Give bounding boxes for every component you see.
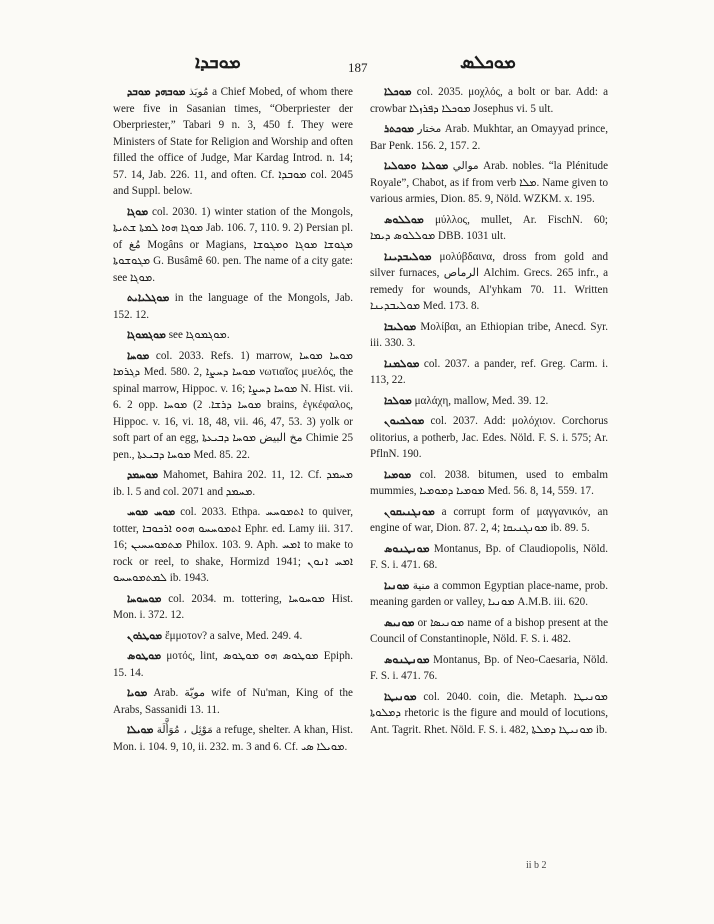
dictionary-entry: [370, 504, 608, 537]
entry-definition: col. 2033. Refs. 1) marrow, ܡܘܚܐ ܡܘܚܐ ܕܓܪܡܐ Med. 580. 2, ܡܘܚܐ ܕܚܨܐ νωτιαῖος μυελός, the spinal marrow, Hippoc. v. 16; ܡܘܚܐ ܕܚܨܐ N. Hist. vii. 6. 2 opp. ܡܘܚܐ ܕܪܫܐ. 2) ܡܘܚܐ brains, ἐγκέφαλος, Hippoc. v. 16, vi. 18, 48, vii. 46, 47, 53. 3) yolk or soft part of an egg, مخ البيض ܡܘܚܐ ܕܒܝܥܬܐ Chimie 25 pen., ܡܘܚܐ ܕܒܝܥܬܐ Med. 85. 22.: [113, 349, 354, 461]
entry-definition: col. 2037. a pander, ref. Greg. Carm. i. 113, 22.: [370, 357, 608, 386]
page-number: 187: [348, 60, 368, 75]
entry-arabic-form: مُوبَذ: [189, 86, 209, 98]
dictionary-entry: [113, 648, 353, 681]
entry-headword: ܡܘܠܝܒܕܝܢܐ: [384, 250, 432, 263]
dictionary-entry: [113, 290, 353, 323]
entry-definition: see ܡܘܓܡܘܓܐ.: [168, 329, 230, 341]
dictionary-entry: [370, 615, 608, 648]
dictionary-entry: [370, 578, 608, 611]
entry-headword: ܡܘܛܘܣ: [127, 650, 162, 662]
entry-headword: ܡܘܚܘܚܐ: [127, 592, 162, 605]
right-running-head: ܡܘܟܠܣ: [460, 52, 516, 73]
entry-definition: col. 2034. m. tottering, ܡܘܚܘܚܐ Hist. Mon. i. 372. 12.: [113, 592, 353, 621]
dictionary-entry: [370, 249, 608, 315]
entry-headword: ܡܘܢܛܢܘܣ: [384, 542, 430, 555]
page-header: [0, 0, 714, 90]
entry-definition: col. 2037. Add: μολόχιον. Corchorus olitorius, a potherb, Jac. Edes. Nöld. F. S. i. 575; Ar. PflnN. 190.: [370, 415, 608, 460]
dictionary-entry: [370, 84, 608, 117]
dictionary-entry: [370, 689, 608, 739]
dictionary-entry: [370, 393, 608, 410]
dictionary-entry: [370, 319, 608, 352]
entry-definition: Arab. Mukhtar, an Omayyad prince, Bar Penk. 156. 2, 157. 2.: [370, 123, 608, 152]
dictionary-entry: [113, 84, 353, 200]
entry-definition: col. 2040. coin, die. Metaph. ܡܘܢܝܛܐ ܕܡܠܘܬܐ rhetoric is the figure and mould of locutions, Ant. Tagrit. Rhet. Nöld. F. S. i. 482, ܡܘܢܝܛܐ ܕܡܠܬܐ ib.: [370, 690, 608, 736]
entry-definition: μολύβδαινα, dross from gold and silver furnaces, الرماص Alchim. Grecs. 265 infr., a remedy for wounds, Al'yhkam 70. 11. Written ܡܘܠܝܒܕܝܢܐ Med. 173. 8.: [370, 250, 608, 312]
dictionary-entry: [370, 541, 608, 574]
entry-definition: ἔμμοτον? a salve, Med. 249. 4.: [164, 629, 303, 642]
dictionary-entry: [113, 467, 353, 500]
entry-headword: ܡܘܠܝܐ ܘܡܘܠܝܐ: [384, 160, 449, 172]
entry-definition: μύλλος, mullet, Ar. FischN. 60; ܡܘܠܠܘܣ ܕܝܡܐ DBB. 1031 ult.: [370, 213, 608, 242]
dictionary-entry: [113, 204, 353, 287]
dictionary-entry: [370, 652, 608, 685]
dictionary-entry: [370, 413, 608, 463]
entry-definition: or ܡܘܢܝܣܐ name of a bishop present at the Council of Constantinople, Nöld. F. S. i. 482.: [370, 616, 608, 645]
entry-arabic-form: مَوْئِل ، مُوَأَّلَة: [156, 724, 213, 736]
entry-headword: ܡܘܡܝܐ: [384, 468, 412, 481]
entry-definition: a common Egyptian place-name, prob. meaning garden or valley, ܡܘܢܝܐ A.M.B. iii. 620.: [370, 579, 608, 608]
dictionary-entry: [370, 121, 608, 154]
entry-headword: ܡܘܢܝܛܐ: [384, 690, 417, 703]
entry-headword: ܡܘܠܝܒܐ: [384, 320, 417, 333]
dictionary-entry: [113, 591, 353, 624]
printer-signature: ii b 2: [526, 860, 547, 871]
entry-headword: ܡܘܠܟܝܘܢ: [384, 415, 425, 427]
entry-headword: ܡܘܟܠܐ: [384, 86, 412, 98]
entry-headword: ܡܘܢܓܢܝܩܘܢ: [384, 505, 435, 518]
entry-headword: ܡܘܚ ܡܘܚ: [127, 506, 176, 518]
dictionary-entry: [370, 212, 608, 245]
entry-definition: in the language of the Mongols, Jab. 152. 12.: [113, 292, 353, 321]
entry-definition: a Chief Mobed, of whom there were five in Sasanian times, “Oberpriester der Oberpriester,” Tabari 9 n. 3, 450 f. They were Ministers of State for Religion and Worship and often filled the office of Judge, Mar Kardag Introd. n. 14; 57. 14, Jab. 226. 11, and often. Cf. ܡܘܒܕܐ col. 2045 and Suppl. below.: [113, 86, 354, 197]
entry-definition: μοτός, lint, ܡܘܛܘܣ ܗܘ ܡܘܛܘܣ Epiph. 15. 14.: [113, 650, 353, 679]
entry-headword: ܡܘܚܡܕ: [127, 469, 159, 481]
entry-definition: μαλάχη, mallow, Med. 39. 12.: [414, 394, 549, 407]
dictionary-entry: [113, 327, 353, 344]
left-running-head: ܡܘܒܕܐ: [195, 52, 241, 73]
entry-definition: a corrupt form of μαγγανικόν, an engine of war, Dion. 87. 2, 4; ܡܘܢܓܢܝܩܐ ib. 89. 5.: [370, 505, 608, 534]
entry-headword: ܡܘܓܠܝܐܝܬ: [127, 292, 170, 304]
entry-headword: ܡܘܢܝܐ: [384, 579, 410, 592]
entry-definition: Μολίβαι, an Ethiopian tribe, Anecd. Syr. iii. 330. 3.: [370, 320, 608, 349]
entry-definition: Montanus, Bp. of Claudiopolis, Nöld. F. S. i. 471. 68.: [370, 542, 608, 571]
entry-headword: ܡܘܓܡܘܓܐ: [127, 329, 166, 341]
entry-headword: ܡܘܟܬܪ: [384, 123, 414, 135]
entry-definition: a refuge, shelter. A khan, Hist. Mon. i. 104. 9, 10, ii. 232. m. 3 and 6. Cf. ܡܘܝܠܐ ܣܝ.: [113, 724, 353, 753]
entry-headword: ܡܘܒܗܕ ܡܘܒܕ: [127, 86, 186, 98]
entry-definition: col. 2035. μοχλός, a bolt or bar. Add: a crowbar ܡܘܟܠܐ ܕܦܪܙܠܐ Josephus vi. 5 ult.: [370, 86, 609, 115]
dictionary-entry: [113, 348, 353, 464]
entry-headword: ܡܘܠܡܢܐ: [384, 357, 420, 370]
entry-headword: ܡܘܝܐ: [127, 687, 148, 699]
entry-arabic-form: موالي: [452, 160, 479, 172]
entry-headword: ܡܘܚܐ: [127, 349, 150, 362]
entry-headword: ܡܘܛܪܘܢ: [127, 629, 163, 642]
entry-definition: Arab. nobles. “la Plénitude Royale”, Chabot, as if from verb ܡܠܐ. Name given to various armies, Dion. 85. 9, Nöld. WZKM. x. 195.: [370, 160, 609, 205]
dictionary-entry: [113, 722, 353, 755]
entry-headword: ܡܘܓܐ: [127, 205, 149, 218]
entry-definition: col. 2038. bitumen, used to embalm mummies, ܡܘܡܝܐ ܕܡܘܡܝܐ Med. 56. 8, 14, 559. 17.: [370, 468, 608, 497]
entry-headword: ܡܘܠܠܘܣ: [384, 213, 424, 226]
entry-arabic-form: منية: [412, 579, 431, 592]
entry-definition: col. 2030. 1) winter station of the Mongols, ܡܘܓܐ ܗܘܐ ܠܡܬܐ ܫܬܝܬܐ Jab. 106. 7, 110. 9. 2) Persian pl. of مُغ Mogâns or Magians, ܡܓܘܫܐ ܡܘܓܐ ܘܡܓܘܫܐ ܡܓܘܫܘܬܐ G. Busâmê 60. pen. The name of a city gate: see ܡܘܓܐ.: [113, 205, 354, 284]
entry-headword: ܡܘܠܟܐ: [384, 394, 412, 407]
dictionary-entry: [370, 356, 608, 389]
dictionary-entry: [370, 158, 608, 208]
entry-definition: Mahomet, Bahira 202. 11, 12. Cf. ܡܚܡܕ ib. l. 5 and col. 2071 and ܡܚܡܕ.: [113, 469, 354, 498]
dictionary-entry: [370, 467, 608, 500]
entry-definition: Arab. مويّة wife of Nu'man, King of the Arabs, Sassanidi 13. 11.: [113, 687, 353, 716]
entry-headword: ܡܘܢܝܣ: [384, 616, 415, 629]
entry-headword: ܡܘܝܠܐ: [127, 724, 154, 736]
dictionary-entry: [113, 685, 353, 718]
right-column: [370, 84, 608, 742]
left-column: [113, 84, 353, 759]
dictionary-entry: [113, 504, 353, 587]
dictionary-entry: [113, 628, 353, 645]
entry-headword: ܡܘܢܛܢܘܣ: [384, 653, 430, 666]
entry-definition: col. 2033. Ethpa. ܐܬܡܘܚܚ to quiver, totter, ܐܬܡܘܚܚܘ ܗܘܘ ܐܪܟܘܒܐ Ephr. ed. Lamy iii. 317. 16; ܡܬܡܘܚܚܝܢ Philox. 103. 9. Aph. ܐܡܚ to make to rock or reel, to shake, Hormizd 1941; ܐܡܚ ܐܢܘܢ ܠܡܬܡܘܚܚܘ ib. 1943.: [113, 506, 354, 584]
entry-definition: Montanus, Bp. of Neo-Caesaria, Nöld. F. S. i. 471. 76.: [370, 653, 608, 682]
entry-arabic-form: مختار: [417, 123, 442, 135]
